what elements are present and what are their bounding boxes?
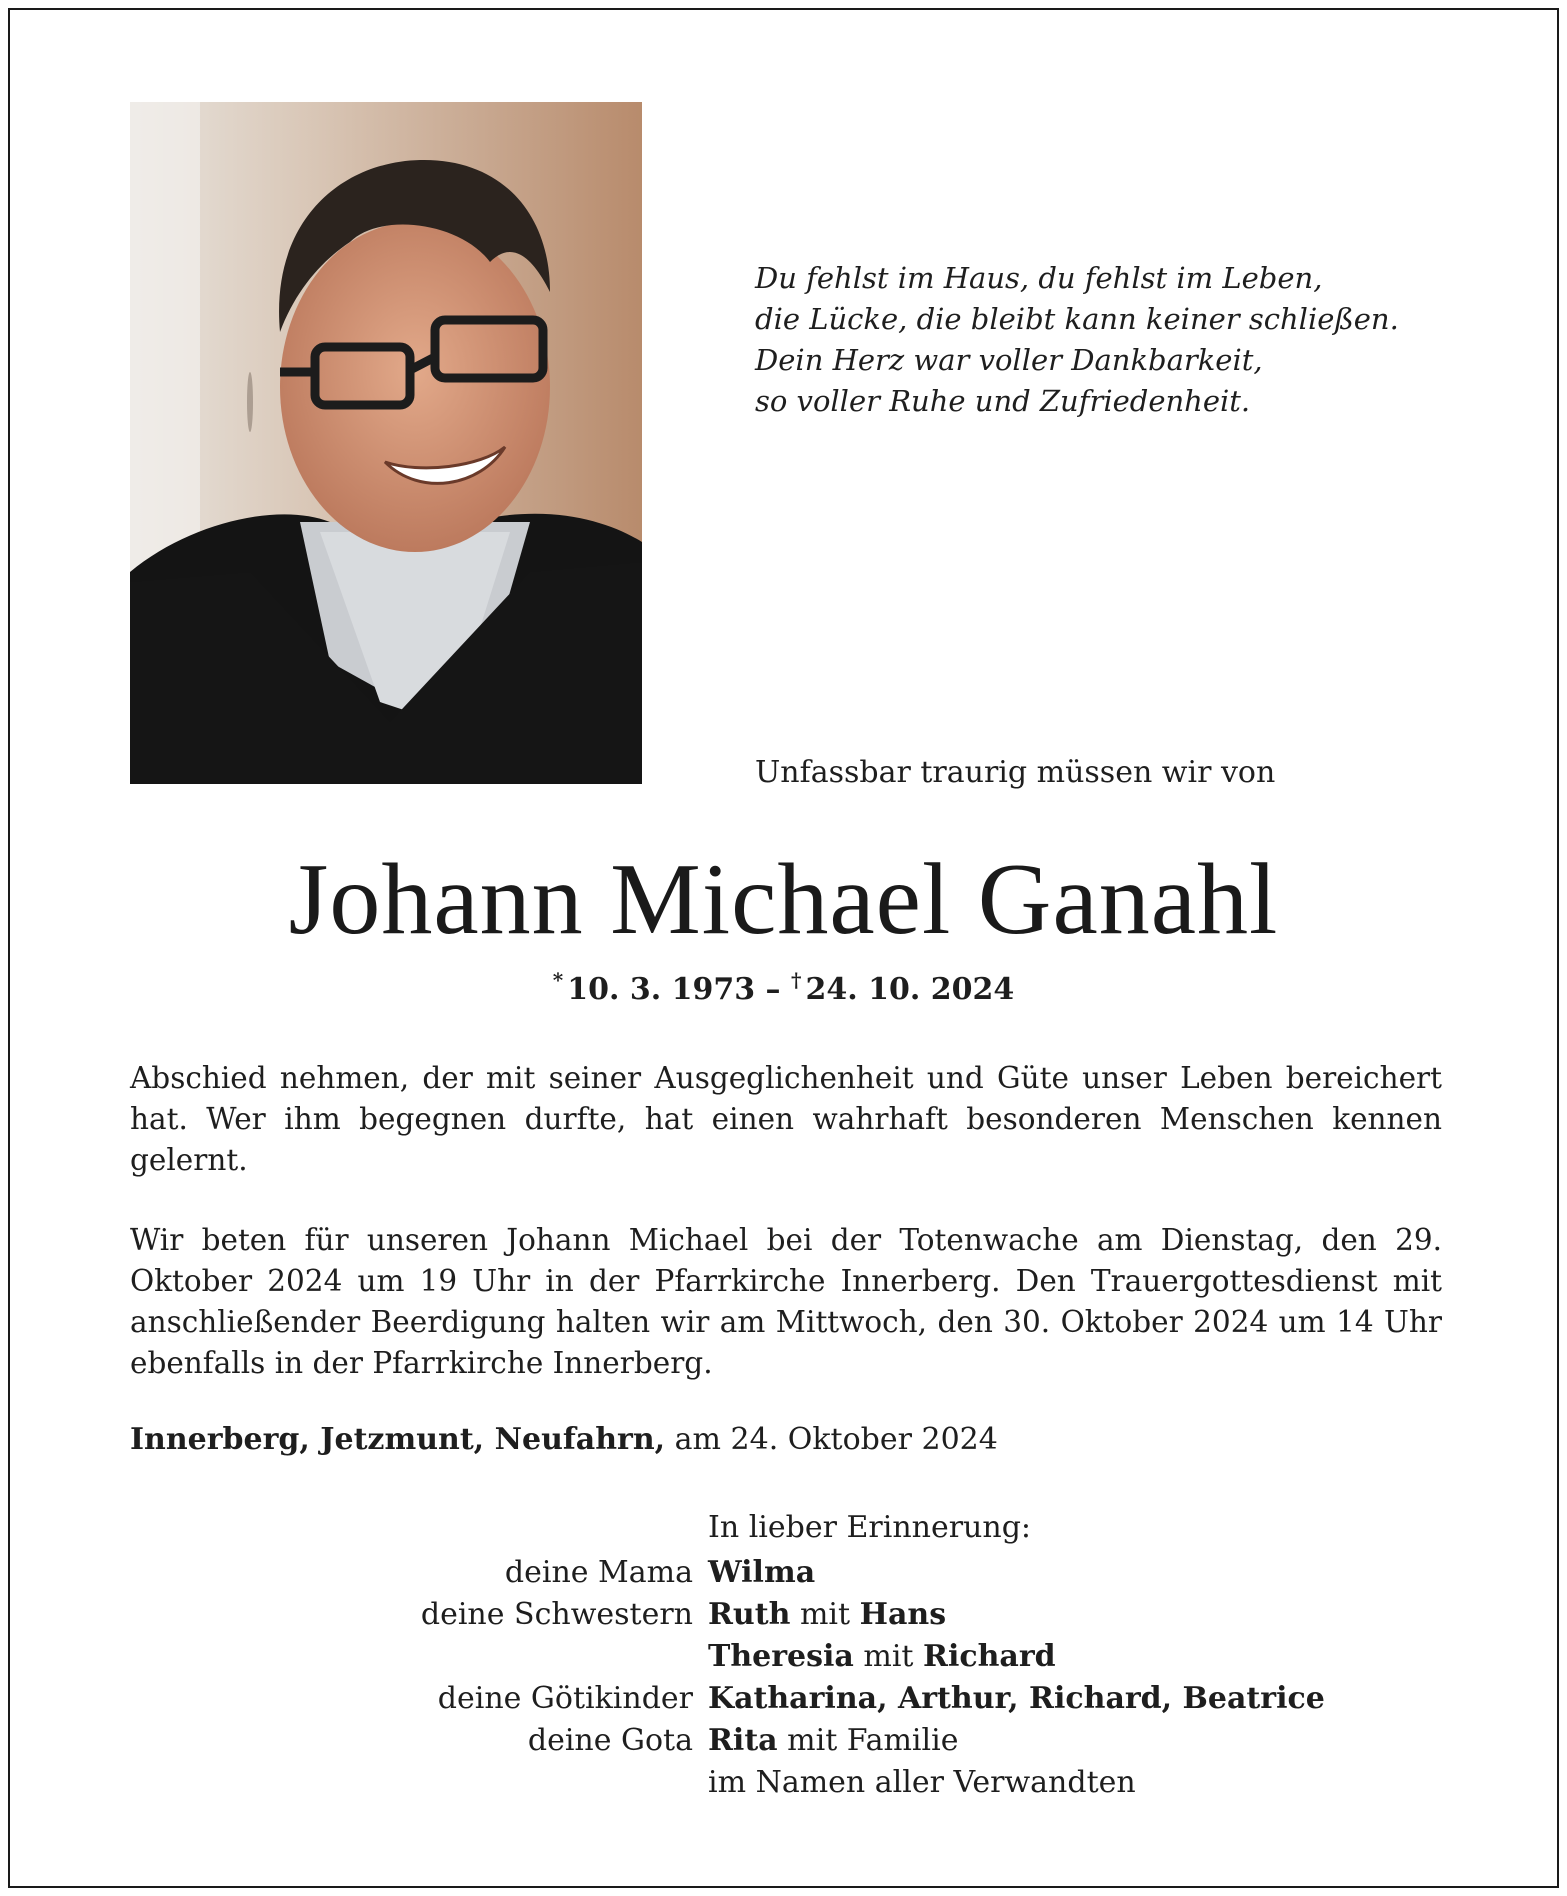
family-name: Wilma xyxy=(708,1555,816,1590)
family-row xyxy=(10,1597,1557,1639)
place-date-line xyxy=(130,1422,998,1457)
family-name-2: Hans xyxy=(859,1597,947,1632)
obituary-card xyxy=(8,8,1559,1888)
farewell-paragraph: Abschied nehmen, der mit seiner Ausgeglichenheit und Güte unser Leben bereichert hat. Wer ihm begegnen durfte, hat einen wahrhaft besonderen Menschen kennen gelernt. xyxy=(130,1061,1442,1177)
birth-symbol: * xyxy=(552,968,564,992)
date-separator: – xyxy=(755,972,791,1007)
deceased-name: Johann Michael Ganahl xyxy=(288,843,1279,956)
family-row xyxy=(10,1765,1557,1807)
family-relation: deine Mama xyxy=(504,1555,693,1590)
poem-line: so voller Ruhe und Zufriedenheit. xyxy=(755,384,1251,418)
death-date: 24. 10. 2024 xyxy=(805,972,1015,1007)
life-dates xyxy=(10,968,1557,1007)
poem-line: Du fehlst im Haus, du fehlst im Leben, xyxy=(755,261,1323,295)
family-connector: mit xyxy=(853,1639,924,1674)
family-row xyxy=(10,1681,1557,1723)
family-name: Theresia xyxy=(708,1639,854,1674)
family-relation: deine Götikinder xyxy=(437,1681,693,1716)
poem-line: Dein Herz war voller Dankbarkeit, xyxy=(755,343,1263,377)
family-connector: mit xyxy=(790,1597,860,1632)
signoff: In lieber Erinnerung: xyxy=(708,1510,1032,1545)
family-relation: deine Gota xyxy=(527,1723,693,1758)
birth-date: 10. 3. 1973 xyxy=(567,972,756,1007)
portrait-illustration xyxy=(130,102,642,784)
notice-date: am 24. Oktober 2024 xyxy=(665,1422,998,1457)
family-names xyxy=(708,1681,1325,1716)
family-row xyxy=(10,1555,1557,1597)
service-paragraph: Wir beten für unseren Johann Michael bei der Totenwache am Dienstag, den 29. Oktober 2024 um 19 Uhr in der Pfarrkirche Innerberg. Den Trauergottesdienst mit anschließender Beerdigung halten wir am Mittwoch, den 30. Oktober 2024 um 14 Uhr ebenfalls in der Pfarrkirche Innerberg. xyxy=(130,1223,1442,1380)
places: Innerberg, Jetzmunt, Neufahrn, xyxy=(130,1422,666,1457)
family-names xyxy=(708,1639,1056,1674)
family-name: Rita xyxy=(708,1723,778,1758)
family-row xyxy=(10,1723,1557,1765)
family-names xyxy=(708,1723,958,1758)
family-name-2: Richard xyxy=(923,1639,1056,1674)
family-row xyxy=(10,1639,1557,1681)
death-symbol: † xyxy=(791,968,802,992)
poem-line: die Lücke, die bleibt kann keiner schließen. xyxy=(755,302,1399,336)
family-name: Ruth xyxy=(708,1597,791,1632)
family-relation: deine Schwestern xyxy=(420,1597,693,1632)
intro-text: Unfassbar traurig müssen wir von xyxy=(755,755,1276,790)
family-names xyxy=(708,1555,815,1590)
family-names xyxy=(708,1765,1136,1800)
family-names xyxy=(708,1597,946,1632)
family-name: Katharina, Arthur, Richard, Beatrice xyxy=(708,1681,1325,1716)
poem xyxy=(755,258,1515,422)
portrait-photo xyxy=(130,102,642,784)
family-connector: im Namen aller Verwandten xyxy=(708,1765,1136,1800)
family-connector: mit Familie xyxy=(777,1723,959,1758)
